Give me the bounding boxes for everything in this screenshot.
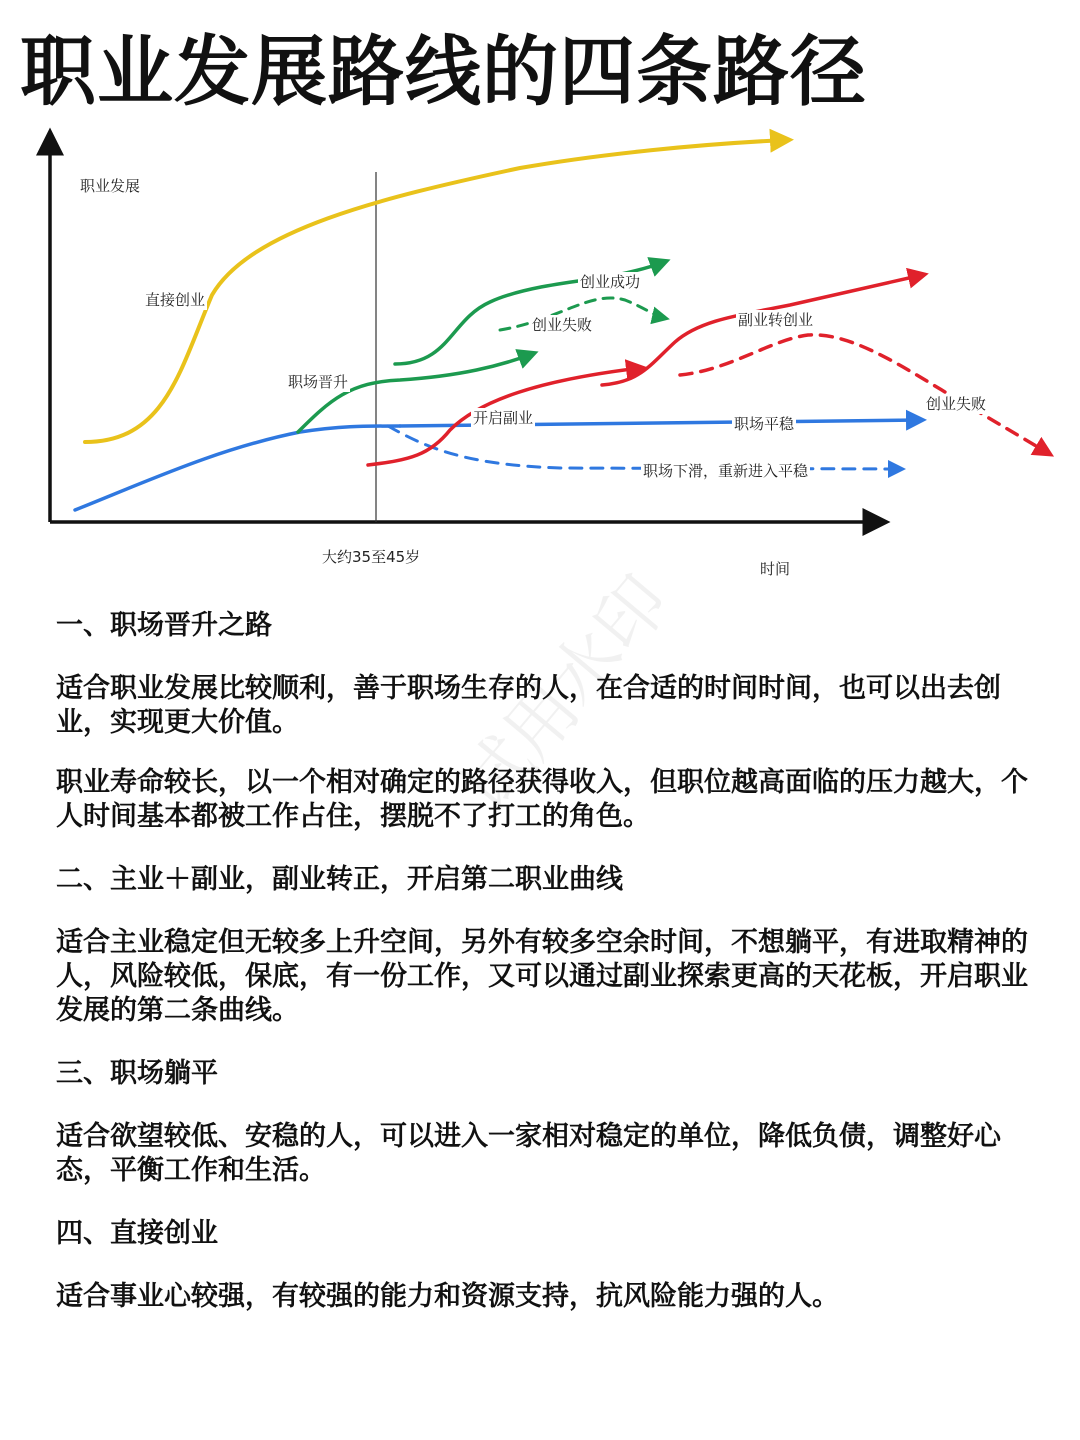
age-marker-label: 大约35至45岁 [322, 548, 421, 566]
y-axis-label: 职业发展 [80, 177, 141, 195]
label-startup-fail-2: 创业失败 [926, 395, 987, 413]
x-axis-label: 时间 [760, 560, 791, 578]
label-startup-success: 创业成功 [580, 273, 641, 291]
section-paragraph: 适合主业稳定但无较多上升空间，另外有较多空余时间，不想躺平，有进取精神的人，风险较低，保底，有一份工作，又可以通过副业探索更高的天花板，开启职业发展的第二条曲线。 [56, 927, 1028, 1026]
section-direct-startup [56, 1214, 1046, 1314]
page-title: 职业发展路线的四条路径 [20, 27, 867, 116]
label-stable: 职场平稳 [734, 415, 795, 433]
label-direct-startup: 直接创业 [145, 291, 206, 309]
section-heading: 二、主业＋副业，副业转正，开启第二职业曲线 [56, 864, 623, 895]
section-heading: 三、职场躺平 [56, 1058, 218, 1089]
section-paragraph: 适合欲望较低、安稳的人，可以进入一家相对稳定的单位，降低负债，调整好心态，平衡工作和生活。 [56, 1121, 1001, 1186]
section-lie-flat [56, 1054, 1046, 1188]
watermark: 试用水印 [442, 560, 686, 828]
label-decline: 职场下滑，重新进入平稳 [643, 462, 809, 480]
curve-side-to-startup [602, 275, 922, 385]
section-heading: 一、职场晋升之路 [56, 610, 272, 641]
label-start-side-job: 开启副业 [473, 409, 534, 427]
article-body [56, 606, 1046, 1340]
label-promotion: 职场晋升 [288, 373, 349, 391]
section-paragraph: 适合事业心较强，有较强的能力和资源支持，抗风险能力强的人。 [56, 1281, 839, 1312]
section-promotion [56, 606, 1046, 834]
diagram-canvas [0, 120, 1080, 590]
label-side-to-startup: 副业转创业 [738, 311, 814, 329]
career-path-diagram [0, 120, 1080, 590]
label-startup-fail-1: 创业失败 [532, 316, 593, 334]
curve-startup-fail-2 [680, 335, 1048, 453]
section-heading: 四、直接创业 [56, 1218, 218, 1249]
section-paragraph: 职业寿命较长，以一个相对确定的路径获得收入，但职位越高面临的压力越大，个人时间基本都被工作占住，摆脱不了打工的角色。 [56, 767, 1028, 832]
section-paragraph: 适合职业发展比较顺利，善于职场生存的人，在合适的时间时间，也可以出去创业，实现更大价值。 [56, 673, 1001, 738]
curve-career-base [75, 426, 400, 510]
section-side-job [56, 860, 1046, 1028]
